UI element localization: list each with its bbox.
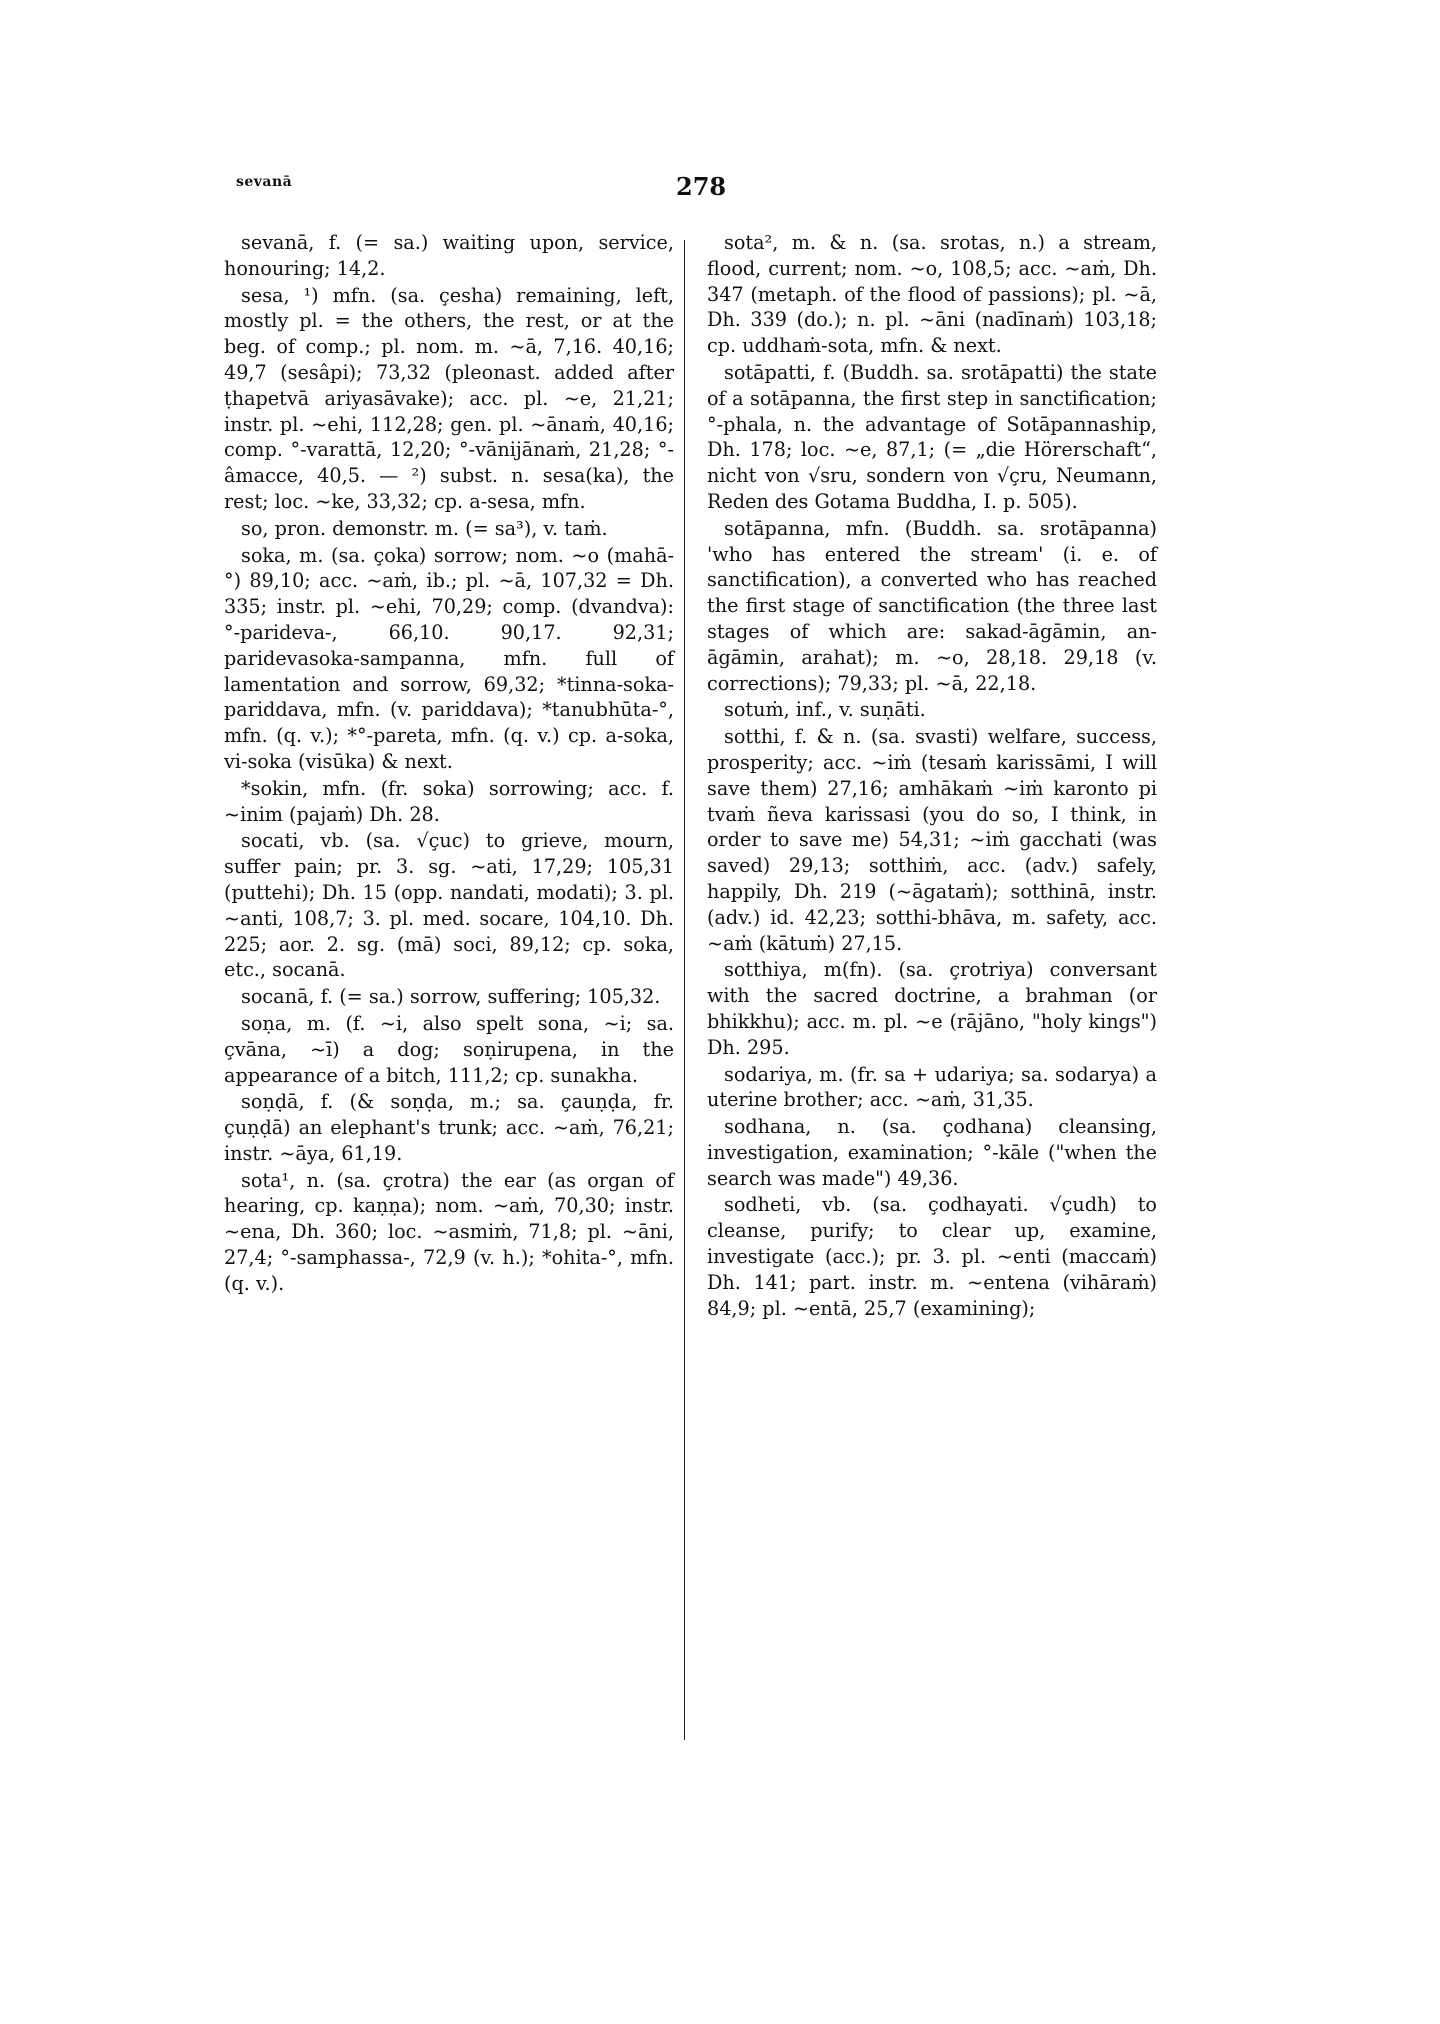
dictionary-entry: sotāpatti, f. (Buddh. sa. srotāpatti) the state of a sotāpanna, the first step in sanctification; °-phala, n. the advantage of Sotāpannaship, Dh. 178; loc. ~e, 87,1; (= „die Hörerschaft“, nicht von √sru, sondern von √çru, Neumann, Reden des Gotama Buddha, I. p. 505). (707, 360, 1157, 513)
dictionary-entry: sota¹, n. (sa. çrotra) the ear (as organ of hearing, cp. kaṇṇa); nom. ~aṁ, 70,30; instr. ~ena, Dh. 360; loc. ~asmiṁ, 71,8; pl. ~āni, 27,4; °-samphassa-, 72,9 (v. h.); *ohita-°, mfn. (q. v.). (224, 1168, 674, 1295)
dictionary-entry: soṇḍā, f. (& soṇḍa, m.; sa. çauṇḍa, fr. çuṇḍā) an elephant's trunk; acc. ~aṁ, 76,21; instr. ~āya, 61,19. (224, 1090, 674, 1165)
dictionary-entry: sotthiya, m(fn). (sa. çrotriya) conversant with the sacred doctrine, a brahman (or bhikkhu); acc. m. pl. ~e (rājāno, "holy kings") Dh. 295. (707, 958, 1157, 1059)
dictionary-entry: soṇa, m. (f. ~i, also spelt sona, ~i; sa. çvāna, ~ī) a dog; soṇirupena, in the appearance of a bitch, 111,2; cp. sunakha. (224, 1011, 674, 1087)
running-head: sevanā (236, 174, 293, 190)
dictionary-entry: so, pron. demonstr. m. (= sa³), v. taṁ. (241, 516, 608, 540)
dictionary-entry: socati, vb. (sa. √çuc) to grieve, mourn, suffer pain; pr. 3. sg. ~ati, 17,29; 105,31 (puttehi); Dh. 15 (opp. nandati, modati); 3. pl. ~anti, 108,7; 3. pl. med. socare, 104,10. Dh. 225; aor. 2. sg. (mā) soci, 89,12; cp. soka, etc., socanā. (224, 829, 674, 982)
left-column (224, 230, 674, 1298)
dictionary-entry: sodhana, n. (sa. çodhana) cleansing, investigation, examination; °-kāle ("when the search was made") 49,36. (707, 1115, 1157, 1190)
dictionary-entry: sota², m. & n. (sa. srotas, n.) a stream, flood, current; nom. ~o, 108,5; acc. ~aṁ, Dh. 347 (metaph. of the flood of passions); pl. ~ā, Dh. 339 (do.); n. pl. ~āni (nadīnaṁ) 103,18; cp. uddhaṁ-sota, mfn. & next. (707, 231, 1157, 358)
dictionary-entry: soka, m. (sa. çoka) sorrow; nom. ~o (mahā-°) 89,10; acc. ~aṁ, ib.; pl. ~ā, 107,32 = Dh. 335; instr. pl. ~ehi, 70,29; comp. (dvandva): °-parideva-, 66,10. 90,17. 92,31; paridevasoka-sampanna, mfn. full of lamentation and sorrow, 69,32; *tinna-soka-pariddava, mfn. (v. pariddava); *tanubhūta-°, mfn. (q. v.); *°-pareta, mfn. (q. v.) cp. a-soka, vi-soka (visūka) & next. (224, 543, 674, 773)
dictionary-entry: sotthi, f. & n. (sa. svasti) welfare, success, prosperity; acc. ~iṁ (tesaṁ karissāmi, I will save them) 27,16; amhākaṁ ~iṁ karonto pi tvaṁ ñeva karissasi (you do so, I think, in order to save me) 54,31; ~iṁ gacchati (was saved) 29,13; sotthiṁ, acc. (adv.) safely, happily, Dh. 219 (~āgataṁ); sotthinā, instr. (adv.) id. 42,23; sotthi-bhāva, m. safety, acc. ~aṁ (kātuṁ) 27,15. (707, 725, 1157, 955)
dictionary-entry: sotuṁ, inf., v. suṇāti. (724, 698, 926, 722)
dictionary-entry: sodheti, vb. (sa. çodhayati. √çudh) to cleanse, purify; to clear up, examine, investigate (acc.); pr. 3. pl. ~enti (maccaṁ) Dh. 141; part. instr. m. ~entena (vihāraṁ) 84,9; pl. ~entā, 25,7 (examining); (707, 1193, 1157, 1320)
page-number: 278 (676, 172, 727, 201)
dictionary-entry: socanā, f. (= sa.) sorrow, suffering; 105,32. (241, 985, 661, 1009)
right-column (707, 230, 1157, 1322)
dictionary-entry: *sokin, mfn. (fr. soka) sorrowing; acc. f. ~inim (pajaṁ) Dh. 28. (224, 776, 674, 826)
dictionary-entry: sevanā, f. (= sa.) waiting upon, service, honouring; 14,2. (224, 231, 674, 280)
column-divider (684, 240, 685, 1740)
dictionary-entry: sesa, ¹) mfn. (sa. çesha) remaining, left, mostly pl. = the others, the rest, or at the beg. of comp.; pl. nom. m. ~ā, 7,16. 40,16; 49,7 (sesâpi); 73,32 (pleonast. added after ṭhapetvā ariyasāvake); acc. pl. ~e, 21,21; instr. pl. ~ehi, 112,28; gen. pl. ~ānaṁ, 40,16; comp. °-varattā, 12,20; °-vānijānaṁ, 21,28; °-âmacce, 40,5. — ²) subst. n. sesa(ka), the rest; loc. ~ke, 33,32; cp. a-sesa, mfn. (224, 283, 674, 513)
dictionary-entry: sodariya, m. (fr. sa + udariya; sa. sodarya) a uterine brother; acc. ~aṁ, 31,35. (707, 1062, 1157, 1112)
dictionary-entry: sotāpanna, mfn. (Buddh. sa. srotāpanna) 'who has entered the stream' (i. e. of sanctification), a converted who has reached the first stage of sanctification (the three last stages of which are: sakad-āgāmin, an-āgāmin, arahat); m. ~o, 28,18. 29,18 (v. corrections); 79,33; pl. ~ā, 22,18. (707, 516, 1157, 695)
